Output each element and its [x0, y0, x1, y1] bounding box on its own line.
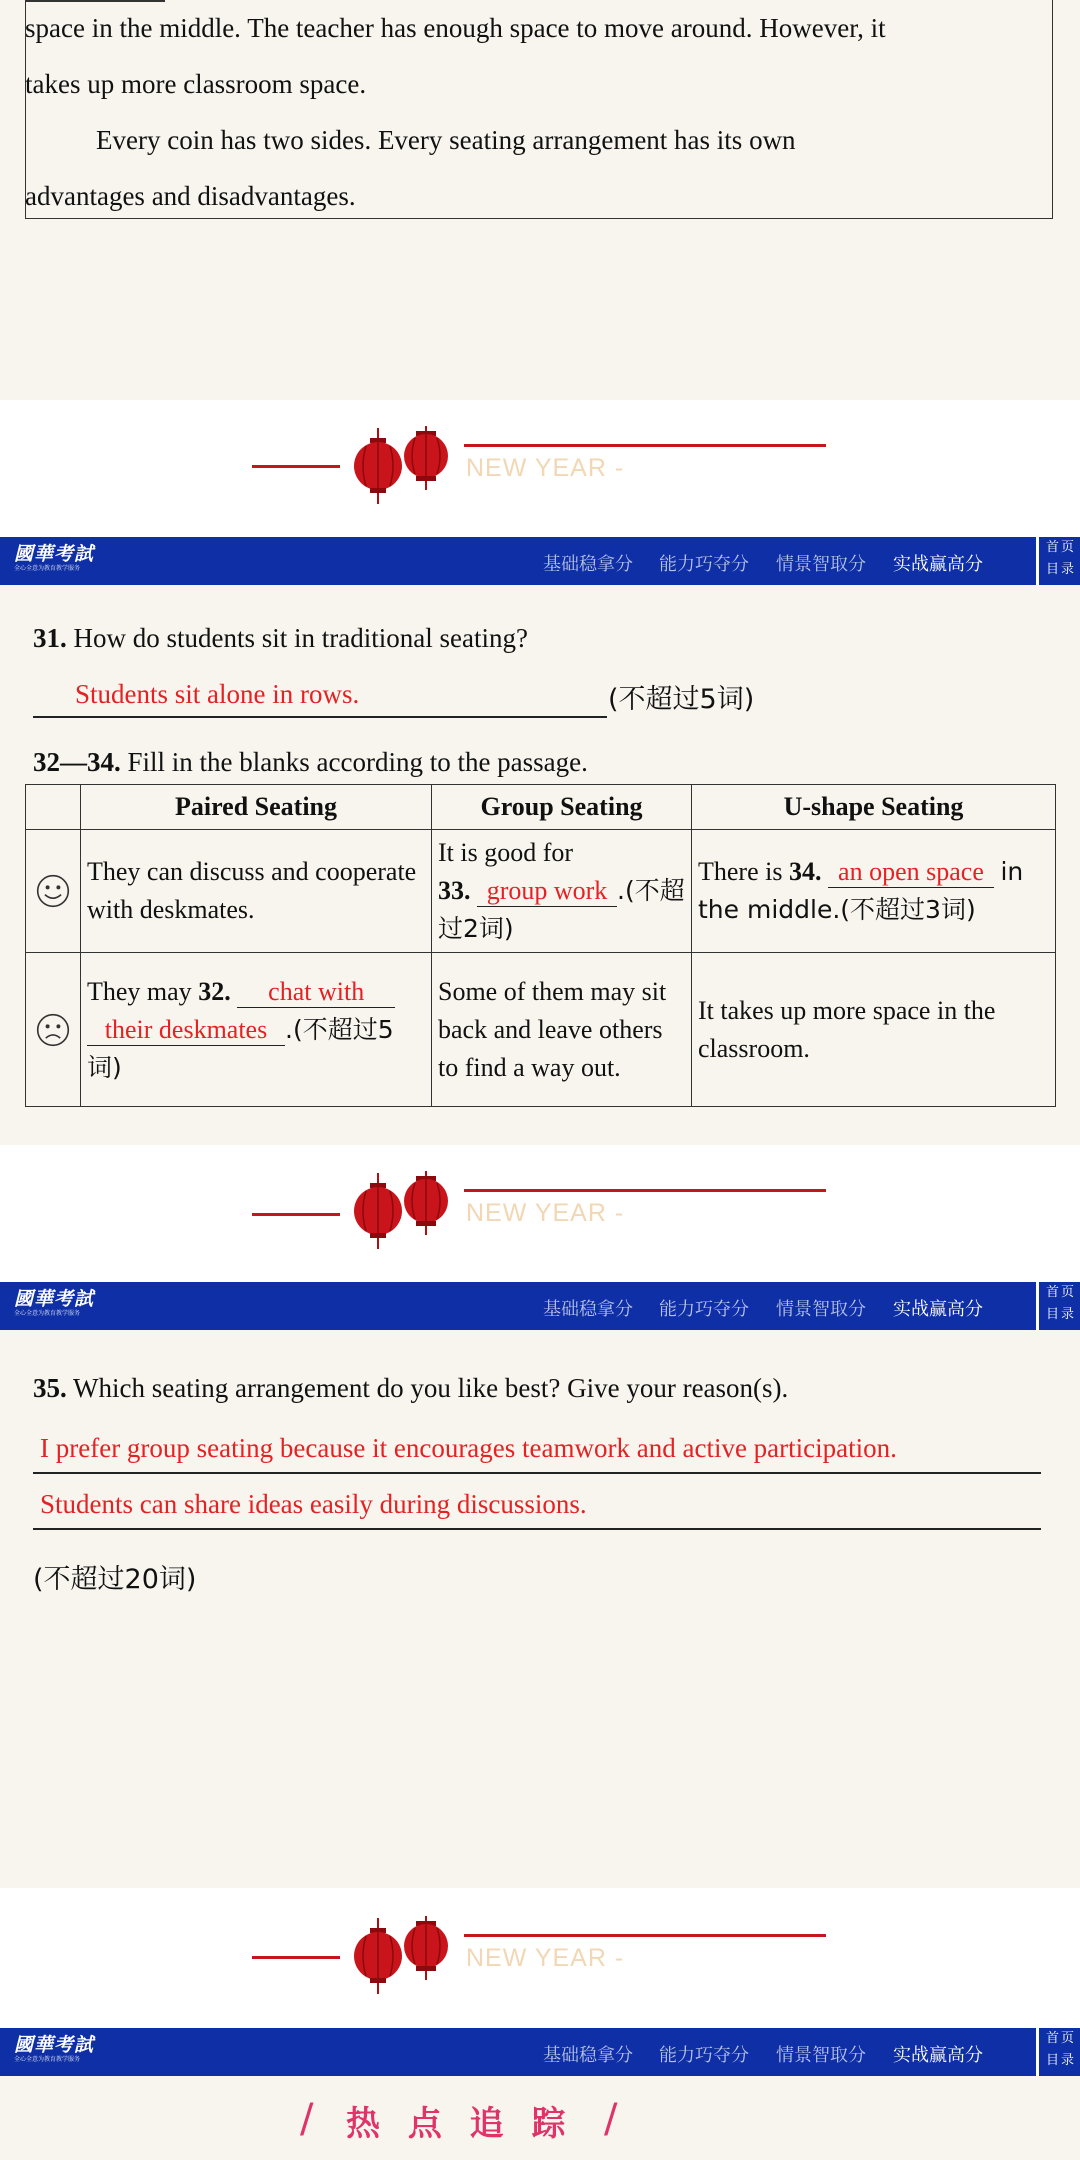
home-link[interactable]: 首页: [1045, 2031, 1076, 2046]
paired-advantage: They can discuss and cooperate with deskmates.: [81, 830, 432, 953]
nav-basic[interactable]: 基础稳拿分: [543, 1299, 633, 1320]
ushape-adv-pre: There is: [698, 857, 783, 886]
side-nav: [1036, 537, 1080, 585]
header-ushape: U-shape Seating: [692, 785, 1056, 830]
q35-answer-line-1: I prefer group seating because it encourages teamwork and active participation.: [40, 1433, 897, 1463]
logo-text: 國華考試: [14, 1288, 95, 1310]
q31-answer: Students sit alone in rows.: [75, 679, 360, 709]
logo[interactable]: [14, 543, 94, 579]
new-year-divider: [0, 1888, 1080, 2028]
slash-right-icon: /: [604, 2096, 618, 2142]
paired-dis-pre: They may: [87, 976, 192, 1006]
passage-line-3: Every coin has two sides. Every seating arrangement has its own: [96, 125, 796, 155]
logo-text: 國華考試: [14, 543, 95, 565]
slide-question-35: [0, 1330, 1080, 1888]
home-link[interactable]: 首页: [1045, 540, 1076, 555]
header-group: Group Seating: [432, 785, 692, 830]
q35-question: 35. Which seating arrangement do you like best? Give your reason(s).: [33, 1373, 789, 1403]
q35-limit: (不超过20词): [33, 1564, 197, 1595]
ushape-adv-post: in the middle.(不超过3词): [698, 857, 1024, 924]
passage-top-rule: [25, 0, 165, 2]
contents-link[interactable]: 目录: [1045, 562, 1076, 577]
smile-face-cell: [26, 830, 81, 953]
sad-face-icon: [35, 1012, 71, 1048]
hot-topics-title: 热 点 追 踪: [346, 2104, 574, 2144]
blank-34-number: 34.: [788, 857, 822, 886]
table-header-row: [26, 785, 1056, 830]
passage-line-4: advantages and disadvantages.: [25, 181, 356, 211]
blank-32-answer-2: their deskmates: [87, 1015, 285, 1046]
sad-face-cell: [26, 953, 81, 1107]
nav-ability[interactable]: 能力巧夺分: [659, 1299, 749, 1320]
home-link[interactable]: 首页: [1045, 1285, 1076, 1300]
lantern-icon: [352, 1916, 452, 1996]
new-year-divider: [0, 1145, 1080, 1282]
q35-answer-line-2: Students can share ideas easily during discussions.: [40, 1489, 587, 1519]
nav-basic[interactable]: 基础稳拿分: [543, 554, 633, 575]
blank-32-number: 32.: [198, 976, 231, 1006]
logo[interactable]: [14, 1288, 94, 1324]
divider-left-line: [252, 1956, 340, 1959]
seating-table: [25, 784, 1056, 1107]
new-year-label: NEW YEAR -: [466, 1199, 625, 1227]
passage-line-1: space in the middle. The teacher has enough space to move around. However, it: [25, 13, 886, 43]
blank-34-answer: an open space: [828, 857, 994, 888]
navbar: [0, 1282, 1080, 1330]
q31-answer-line: [33, 716, 607, 718]
header-paired: Paired Seating: [81, 785, 432, 830]
nav-scenario[interactable]: 情景智取分: [776, 2045, 866, 2066]
header-blank: [26, 785, 81, 830]
group-disadvantage: Some of them may sit back and leave others to find a way out.: [432, 953, 692, 1107]
divider-left-line: [252, 1213, 340, 1216]
q31-limit: (不超过5词): [608, 684, 755, 715]
logo-text: 國華考試: [14, 2034, 95, 2056]
contents-link[interactable]: 目录: [1045, 1307, 1076, 1322]
nav-ability[interactable]: 能力巧夺分: [659, 2045, 749, 2066]
q32-34-instruction: 32—34. Fill in the blanks according to the passage.: [33, 747, 588, 777]
table-row-advantages: [26, 830, 1056, 953]
blank-32-answer-1: chat with: [237, 977, 395, 1008]
table-row-disadvantages: [26, 953, 1056, 1107]
paired-disadvantage: [81, 953, 432, 1107]
slide-hot-topics: [0, 2076, 1080, 2160]
new-year-label: NEW YEAR -: [466, 1944, 625, 1972]
lantern-icon: [352, 1171, 452, 1251]
nav-practice[interactable]: 实战赢高分: [893, 2045, 983, 2066]
blank-33-limit: .(不超过2词): [438, 876, 685, 943]
navbar: [0, 537, 1080, 585]
divider-right-line: [464, 444, 826, 447]
q31-question: 31. How do students sit in traditional seating?: [33, 623, 528, 653]
ushape-disadvantage: It takes up more space in the classroom.: [692, 953, 1056, 1107]
logo-subtext: 全心全意为教育教学服务: [14, 565, 81, 572]
blank-32-limit: .(不超过5词): [87, 1014, 394, 1082]
logo-subtext: 全心全意为教育教学服务: [14, 2056, 81, 2063]
q35-answer-rule-1: [33, 1472, 1041, 1474]
contents-link[interactable]: 目录: [1045, 2053, 1076, 2068]
group-adv-text: It is good for: [438, 838, 574, 867]
lantern-icon: [352, 426, 452, 506]
nav-scenario[interactable]: 情景智取分: [776, 554, 866, 575]
divider-right-line: [464, 1934, 826, 1937]
smile-face-icon: [35, 873, 71, 909]
passage-line-2: takes up more classroom space.: [25, 69, 367, 99]
nav-ability[interactable]: 能力巧夺分: [659, 554, 749, 575]
side-nav: [1036, 1282, 1080, 1330]
q35-answer-rule-2: [33, 1528, 1041, 1530]
nav-practice[interactable]: 实战赢高分: [893, 1299, 983, 1320]
new-year-label: NEW YEAR -: [466, 454, 625, 482]
group-advantage: [432, 830, 692, 953]
blank-33-number: 33.: [438, 876, 471, 905]
nav-scenario[interactable]: 情景智取分: [776, 1299, 866, 1320]
new-year-divider: [0, 400, 1080, 537]
slide-passage-end: [0, 0, 1080, 400]
nav-practice[interactable]: 实战赢高分: [893, 554, 983, 575]
slash-left-icon: /: [300, 2096, 314, 2142]
navbar: [0, 2028, 1080, 2076]
divider-right-line: [464, 1189, 826, 1192]
blank-33-answer: group work: [477, 876, 617, 907]
nav-basic[interactable]: 基础稳拿分: [543, 2045, 633, 2066]
logo[interactable]: [14, 2034, 94, 2070]
logo-subtext: 全心全意为教育教学服务: [14, 1310, 81, 1317]
divider-left-line: [252, 465, 340, 468]
side-nav: [1036, 2028, 1080, 2076]
ushape-advantage: [692, 830, 1056, 953]
